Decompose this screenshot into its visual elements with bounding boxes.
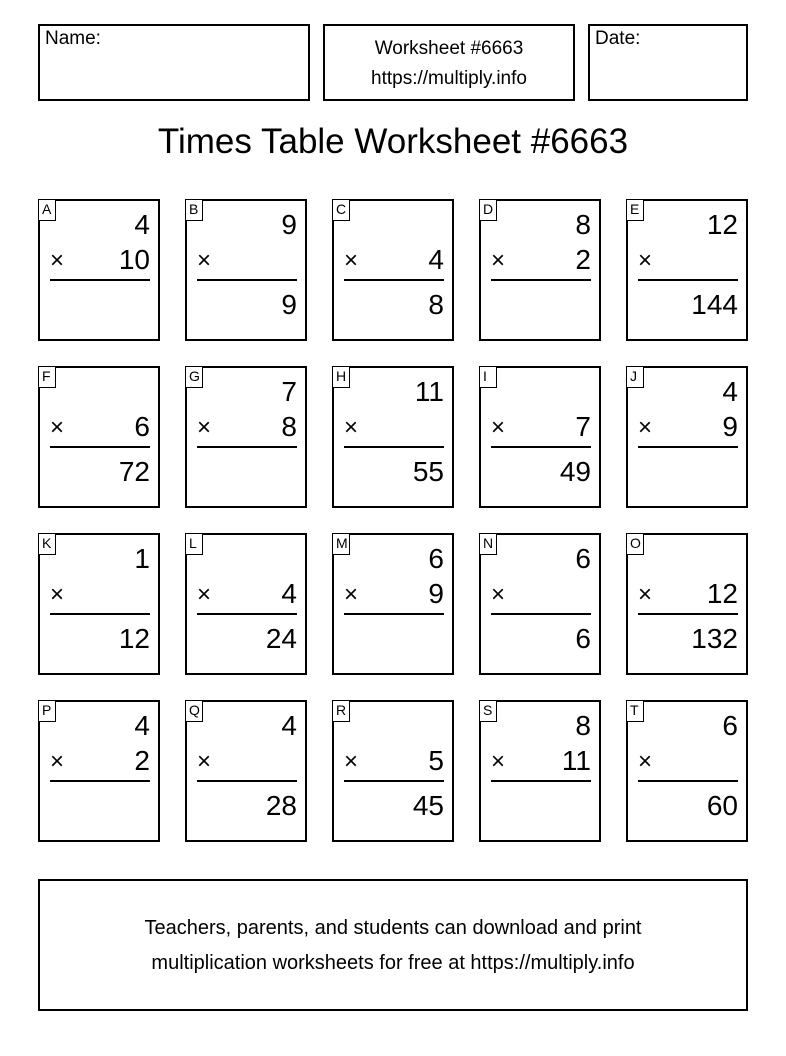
problem-card xyxy=(185,199,307,341)
multiplicand: 4 xyxy=(722,376,738,407)
multiplier: 2 xyxy=(134,745,150,776)
problem-card xyxy=(626,700,748,842)
answer-rule xyxy=(638,446,738,448)
answer-rule xyxy=(197,613,297,615)
product: 9 xyxy=(281,289,297,320)
times-sign: × xyxy=(197,748,212,775)
answer-rule xyxy=(344,446,444,448)
answer-rule xyxy=(197,446,297,448)
times-sign: × xyxy=(638,581,653,608)
multiplier: 8 xyxy=(281,411,297,442)
multiplicand: 4 xyxy=(134,209,150,240)
footer-note xyxy=(38,879,748,1011)
product: 132 xyxy=(691,623,738,654)
answer-rule xyxy=(638,780,738,782)
times-sign: × xyxy=(491,748,506,775)
problem-card xyxy=(38,533,160,675)
answer-rule xyxy=(344,279,444,281)
multiplier: 7 xyxy=(575,411,591,442)
answer-rule xyxy=(638,613,738,615)
answer-rule xyxy=(50,279,150,281)
problem-letter: E xyxy=(626,199,644,221)
problem-letter: R xyxy=(332,700,350,722)
times-sign: × xyxy=(638,748,653,775)
product: 6 xyxy=(575,623,591,654)
multiplicand: 11 xyxy=(414,376,444,407)
times-sign: × xyxy=(50,581,65,608)
product: 72 xyxy=(118,456,150,487)
multiplier: 10 xyxy=(118,244,150,275)
multiplicand: 1 xyxy=(134,543,150,574)
product: 49 xyxy=(559,456,591,487)
answer-rule xyxy=(344,613,444,615)
product: 60 xyxy=(706,790,738,821)
problem-letter: G xyxy=(185,366,203,388)
problem-card xyxy=(185,533,307,675)
times-sign: × xyxy=(344,581,359,608)
problem-card xyxy=(626,366,748,508)
problem-letter: H xyxy=(332,366,350,388)
problem-letter: J xyxy=(626,366,644,388)
footer-line-1: Teachers, parents, and students can download and print xyxy=(144,917,642,939)
multiplicand: 7 xyxy=(281,376,297,407)
problem-card xyxy=(626,533,748,675)
answer-rule xyxy=(50,780,150,782)
worksheet-info-box xyxy=(323,24,575,101)
problem-letter: I xyxy=(479,366,497,388)
times-sign: × xyxy=(50,414,65,441)
multiplicand: 4 xyxy=(134,710,150,741)
answer-rule xyxy=(197,279,297,281)
answer-rule xyxy=(491,279,591,281)
times-sign: × xyxy=(50,247,65,274)
answer-rule xyxy=(491,446,591,448)
problem-card xyxy=(626,199,748,341)
problem-letter: D xyxy=(479,199,497,221)
name-label: Name: xyxy=(45,28,101,49)
times-sign: × xyxy=(491,247,506,274)
times-sign: × xyxy=(50,748,65,775)
multiplier: 2 xyxy=(575,244,591,275)
problem-letter: M xyxy=(332,533,350,555)
date-field[interactable] xyxy=(588,24,748,101)
problem-card xyxy=(479,199,601,341)
answer-rule xyxy=(50,613,150,615)
problem-card xyxy=(185,366,307,508)
multiplicand: 12 xyxy=(706,209,738,240)
multiplier: 4 xyxy=(281,578,297,609)
problem-card xyxy=(479,366,601,508)
product: 8 xyxy=(428,289,444,320)
product: 24 xyxy=(265,623,297,654)
name-field[interactable] xyxy=(38,24,310,101)
product: 28 xyxy=(265,790,297,821)
multiplicand: 6 xyxy=(575,543,591,574)
date-label: Date: xyxy=(595,28,641,49)
multiplier: 9 xyxy=(428,578,444,609)
times-sign: × xyxy=(638,414,653,441)
problem-card xyxy=(38,700,160,842)
problem-letter: C xyxy=(332,199,350,221)
times-sign: × xyxy=(344,748,359,775)
times-sign: × xyxy=(491,581,506,608)
problem-letter: F xyxy=(38,366,56,388)
problem-letter: P xyxy=(38,700,56,722)
multiplicand: 9 xyxy=(281,209,297,240)
multiplicand: 4 xyxy=(281,710,297,741)
problem-card xyxy=(332,199,454,341)
worksheet-id: Worksheet #6663 xyxy=(374,38,524,59)
page-title: Times Table Worksheet #6663 xyxy=(157,122,629,161)
problem-card xyxy=(332,700,454,842)
problem-letter: S xyxy=(479,700,497,722)
multiplier: 5 xyxy=(428,745,444,776)
answer-rule xyxy=(344,780,444,782)
footer-line-2: multiplication worksheets for free at https://multiply.info xyxy=(151,952,635,974)
multiplier: 4 xyxy=(428,244,444,275)
problem-letter: B xyxy=(185,199,203,221)
problem-letter: N xyxy=(479,533,497,555)
multiplier: 12 xyxy=(706,578,738,609)
times-sign: × xyxy=(197,247,212,274)
multiplicand: 6 xyxy=(428,543,444,574)
times-sign: × xyxy=(197,414,212,441)
times-sign: × xyxy=(344,414,359,441)
problem-card xyxy=(185,700,307,842)
problem-letter: T xyxy=(626,700,644,722)
problem-card xyxy=(479,533,601,675)
problem-card xyxy=(479,700,601,842)
problem-card xyxy=(38,199,160,341)
answer-rule xyxy=(50,446,150,448)
product: 144 xyxy=(691,289,738,320)
answer-rule xyxy=(197,780,297,782)
times-sign: × xyxy=(638,247,653,274)
problem-card xyxy=(332,366,454,508)
product: 12 xyxy=(118,623,150,654)
multiplicand: 8 xyxy=(575,710,591,741)
problem-letter: O xyxy=(626,533,644,555)
multiplier: 11 xyxy=(561,745,591,776)
problem-letter: Q xyxy=(185,700,203,722)
product: 45 xyxy=(412,790,444,821)
multiplier: 9 xyxy=(722,411,738,442)
problem-card xyxy=(332,533,454,675)
multiplier: 6 xyxy=(134,411,150,442)
answer-rule xyxy=(638,279,738,281)
site-url: https://multiply.info xyxy=(371,68,527,89)
times-sign: × xyxy=(491,414,506,441)
multiplicand: 6 xyxy=(722,710,738,741)
problem-card xyxy=(38,366,160,508)
times-sign: × xyxy=(344,247,359,274)
answer-rule xyxy=(491,613,591,615)
problem-letter: K xyxy=(38,533,56,555)
times-sign: × xyxy=(197,581,212,608)
answer-rule xyxy=(491,780,591,782)
product: 55 xyxy=(412,456,444,487)
problem-letter: A xyxy=(38,199,56,221)
multiplicand: 8 xyxy=(575,209,591,240)
problem-letter: L xyxy=(185,533,203,555)
